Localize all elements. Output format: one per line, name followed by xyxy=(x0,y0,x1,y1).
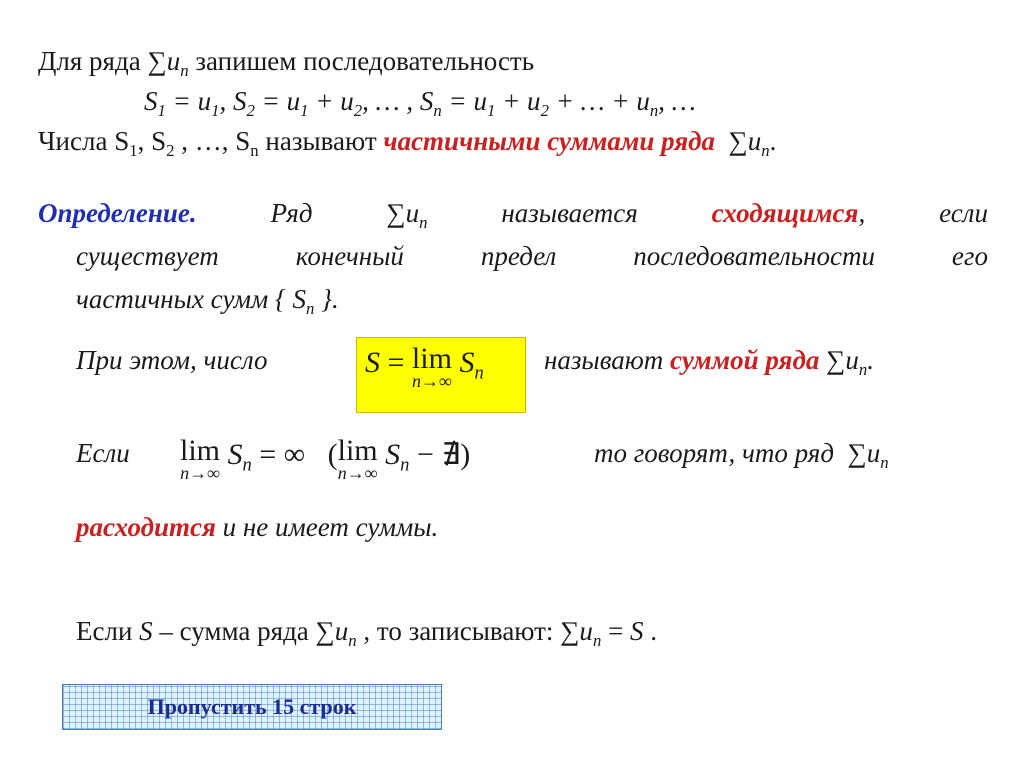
intro-line-3: Числа $S_1$, $S_2$ , …, $S_n$ называют частичными суммами ряда $\sum u_n$. xyxy=(38,126,777,160)
definition-line-3: частичных сумм { $S_n$ }. xyxy=(76,284,339,318)
definition-line-1: Определение. Ряд $\sum u_n$ называется сходящимся, если xyxy=(38,198,988,232)
text: запишем последовательность xyxy=(188,46,535,76)
sum-of-series-term: суммой ряда xyxy=(670,345,820,375)
skip-15-lines-button[interactable] xyxy=(62,684,442,730)
sum-symbol: $\sum u_n$ xyxy=(147,46,189,80)
sum-text-b: называют суммой ряда $\sum u_n$. xyxy=(544,345,874,379)
sum-formula-box xyxy=(356,337,526,413)
partial-sums-term: частичными суммами ряда xyxy=(383,126,716,156)
skip-button-label: Пропустить 15 строк xyxy=(147,694,357,719)
sum-text-a: При этом, число xyxy=(76,345,268,375)
sum-formula: S = lim n→∞ $S_n$ xyxy=(365,342,484,391)
diverge-says: то говорят, что ряд $\sum u_n$ xyxy=(594,438,889,472)
intro-line-1 xyxy=(38,46,535,80)
definition-line-2: существует конечный предел последовательности его xyxy=(76,241,988,271)
diverge-formula: lim n→∞ $S_n$ = ∞ (lim n→∞ $S_n$ − ∄) xyxy=(180,434,471,483)
diverge-line-2: расходится и не имеет суммы. xyxy=(76,512,439,542)
diverge-if: Если xyxy=(76,438,130,468)
definition-label: Определение. xyxy=(38,198,197,228)
diverges-term: расходится xyxy=(76,512,216,542)
limit-subscript: n→∞ xyxy=(412,371,452,391)
text: Для ряда xyxy=(38,46,148,76)
convergent-term: сходящимся xyxy=(711,198,859,228)
partial-sum-sequence: $S_1 = u_1$, $S_2 = u_1 + u_2$, … , $S_n = u_1 + u_2$ + … + $u_n$, … xyxy=(144,86,696,120)
notation-line: Если S – сумма ряда $\sum u_n$ , то записывают: $\sum u_n = S$ . xyxy=(76,616,658,650)
